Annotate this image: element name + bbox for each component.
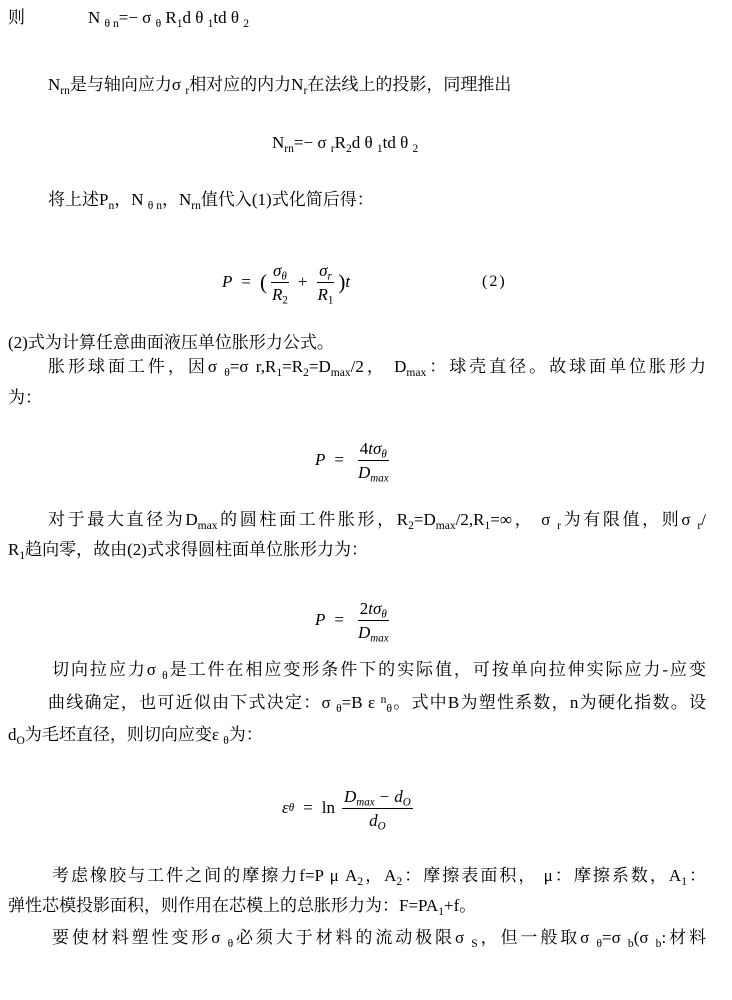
text-run: +f。 bbox=[444, 896, 477, 915]
paragraph-tangential-stress-line-3 bbox=[8, 724, 263, 746]
subscript-text: r bbox=[557, 519, 561, 533]
symbol-d-capital: D bbox=[343, 786, 357, 806]
paragraph-plastic-deformation bbox=[52, 927, 706, 949]
subscript-text: r bbox=[330, 142, 335, 156]
subscript-text: 1 bbox=[276, 366, 283, 380]
subscript-text: 1 bbox=[376, 142, 383, 156]
paragraph-spherical-workpiece-line-2 bbox=[8, 387, 42, 409]
text-run: =σ bbox=[601, 928, 628, 947]
symbol-d: D bbox=[357, 462, 371, 482]
subscript-text: θ bbox=[336, 702, 342, 716]
text-run: / bbox=[701, 510, 706, 529]
subscript-theta: θ bbox=[281, 269, 287, 282]
subscript-text: 1 bbox=[207, 17, 214, 31]
symbol-p: P bbox=[222, 272, 233, 291]
equation-cylindrical-force bbox=[315, 596, 394, 644]
text-run: R bbox=[161, 8, 177, 27]
subscript-text: θ n bbox=[104, 17, 119, 31]
subscript-text: rn bbox=[191, 199, 201, 213]
subscript-text: θ bbox=[386, 702, 392, 716]
text-run: 必须大于材料的流动极限σ bbox=[233, 928, 472, 947]
text-run: d θ bbox=[351, 133, 377, 152]
text-run: =∞， σ bbox=[490, 510, 558, 529]
text-run: N bbox=[88, 8, 105, 27]
paragraph-friction-line-1 bbox=[52, 865, 706, 887]
text-run: N bbox=[272, 133, 285, 152]
subscript-text: 1 bbox=[438, 905, 444, 919]
equation-n-theta-n bbox=[88, 7, 249, 29]
subscript-text: 1 bbox=[484, 519, 491, 533]
coefficient-2: 2 bbox=[359, 598, 369, 618]
text-run: 相对应的内力N bbox=[189, 75, 304, 94]
natural-log: ln bbox=[321, 798, 335, 817]
symbol-sigma: σ bbox=[319, 260, 328, 280]
subscript-text: b bbox=[655, 937, 662, 951]
subscript-text: 1 bbox=[176, 17, 183, 31]
equation-spherical-force bbox=[315, 436, 394, 484]
symbol-sigma: σ bbox=[273, 260, 282, 280]
subscript-text: r bbox=[697, 519, 702, 533]
paragraph-friction-line-2 bbox=[8, 895, 476, 917]
text-run: ，但一般取σ bbox=[477, 928, 597, 947]
subscript-o: O bbox=[402, 795, 411, 808]
text-run: R bbox=[8, 540, 20, 559]
symbol-p: P bbox=[315, 450, 326, 469]
text-run: ：摩擦表面积， μ：摩擦系数，A bbox=[402, 866, 682, 885]
paragraph-cylindrical-workpiece-line-1 bbox=[48, 509, 706, 531]
text-run: ，N bbox=[114, 190, 148, 209]
subscript-text: θ bbox=[162, 669, 168, 683]
paragraph-cylindrical-workpiece-line-2 bbox=[8, 539, 368, 561]
fraction-dmax-minus-do-over-do bbox=[342, 787, 413, 830]
equation-2-unit-bulging-force bbox=[222, 258, 350, 306]
fraction-numerator bbox=[342, 787, 413, 809]
text-run: /2， D bbox=[350, 357, 407, 376]
paragraph-tangential-stress-line-1 bbox=[52, 659, 706, 681]
subscript-text: max bbox=[406, 366, 427, 380]
text-ze-connector bbox=[8, 7, 25, 29]
text-run: =D bbox=[308, 357, 331, 376]
subscript-text: 1 bbox=[19, 549, 26, 563]
right-parenthesis: ) bbox=[338, 269, 346, 294]
symbol-r: R bbox=[271, 284, 283, 304]
subscript-text: θ bbox=[227, 937, 234, 951]
subscript-text: max bbox=[330, 366, 351, 380]
paragraph-equation-2-description bbox=[8, 332, 334, 354]
subscript-text: r bbox=[185, 84, 190, 98]
text-run: 将上述P bbox=[48, 190, 109, 209]
text-run: 则 bbox=[8, 8, 25, 27]
text-run: 在法线上的投影，同理推出 bbox=[307, 75, 512, 94]
text-run: 为有限值，则σ bbox=[561, 510, 698, 529]
fraction-sigma-theta-over-r2 bbox=[270, 261, 290, 304]
subscript-text: 2 bbox=[412, 142, 419, 156]
symbol-d: d bbox=[369, 810, 378, 830]
text-run: 是与轴向应力σ bbox=[69, 75, 186, 94]
subscript-text: 2 bbox=[357, 875, 364, 889]
subscript-text: max bbox=[435, 519, 456, 533]
subscript-text: θ bbox=[223, 734, 229, 748]
superscript-text: n bbox=[380, 692, 387, 706]
text-run: td θ bbox=[382, 133, 413, 152]
text-run: =B ε bbox=[341, 693, 381, 712]
subscript-text: n bbox=[108, 199, 115, 213]
equals-sign: = bbox=[241, 272, 251, 291]
paragraph-tangential-stress-line-2 bbox=[48, 692, 706, 714]
subscript-2: 2 bbox=[282, 293, 288, 306]
subscript-theta: θ bbox=[381, 447, 387, 460]
symbol-d: D bbox=[357, 622, 371, 642]
text-run: 要使材料塑性变形σ bbox=[52, 928, 228, 947]
equals-sign: = bbox=[334, 450, 344, 469]
subscript-text: θ bbox=[596, 937, 602, 951]
text-run: 对于最大直径为D bbox=[48, 510, 198, 529]
text-run: R bbox=[334, 133, 346, 152]
text-run: td θ bbox=[213, 8, 244, 27]
text-run: 的圆柱面工件胀形，R bbox=[217, 510, 409, 529]
fraction-numerator bbox=[358, 439, 389, 461]
equation-tangential-strain: ε θ = ln $\frac{Dmax - dO}{dO}$ bbox=[282, 786, 411, 832]
symbol-t: t bbox=[345, 272, 351, 291]
text-run: :材料 bbox=[661, 928, 706, 947]
subscript-text: 2 bbox=[303, 366, 309, 380]
text-run: d θ bbox=[182, 8, 208, 27]
text-run: 是工件在相应变形条件下的实际值，可按单向拉伸实际应力-应变 bbox=[167, 660, 706, 679]
symbol-r: R bbox=[317, 284, 328, 304]
text-run: 为： bbox=[8, 388, 42, 407]
symbol-p: P bbox=[315, 610, 326, 629]
text-run: 曲线确定，也可近似由下式决定：σ bbox=[48, 693, 337, 712]
subscript-text: 1 bbox=[681, 875, 687, 889]
text-run: 。式中B为塑性系数，n为硬化指数。设 bbox=[391, 693, 706, 712]
text-run: =σ r,R bbox=[229, 357, 277, 376]
fraction-4t-sigma-over-dmax bbox=[356, 439, 391, 482]
text-run: 切向拉应力σ bbox=[52, 660, 163, 679]
equation-number-2: (2) bbox=[482, 273, 507, 290]
text-run: 弹性芯模投影面积，则作用在芯模上的总胀形力为：F=PA bbox=[8, 896, 439, 915]
text-run: 胀形球面工件，因σ bbox=[48, 357, 225, 376]
paragraph-substitute-values bbox=[48, 189, 374, 211]
subscript-max: max bbox=[370, 471, 389, 484]
symbol-d: d bbox=[394, 786, 403, 806]
text-run: =R bbox=[282, 357, 304, 376]
symbol-t-sigma: tσ bbox=[368, 598, 382, 618]
text-run: 值代入(1)式化简后得： bbox=[200, 190, 374, 209]
subscript-text: 2 bbox=[408, 519, 414, 533]
fraction-2t-sigma-over-dmax bbox=[356, 599, 391, 642]
fraction-sigma-r-over-r1 bbox=[316, 261, 336, 304]
symbol-t-sigma: tσ bbox=[368, 438, 382, 458]
fraction-denominator bbox=[356, 461, 391, 482]
equation-n-rn bbox=[272, 132, 418, 154]
plus-sign: + bbox=[297, 272, 308, 291]
subscript-r: r bbox=[327, 269, 332, 282]
subscript-text: rn bbox=[60, 84, 70, 98]
subscript-text: S bbox=[471, 937, 478, 951]
text-run: =− σ bbox=[293, 133, 331, 152]
subscript-text: b bbox=[627, 937, 634, 951]
subscript-max: max bbox=[370, 631, 389, 644]
fraction-numerator bbox=[358, 599, 389, 621]
subscript-o: O bbox=[377, 819, 386, 832]
subscript-text: 2 bbox=[396, 875, 403, 889]
text-run: 为： bbox=[228, 725, 263, 744]
left-parenthesis: ( bbox=[259, 269, 267, 294]
subscript-text: O bbox=[16, 734, 25, 748]
fraction-numerator bbox=[271, 261, 289, 283]
symbol-epsilon: ε bbox=[282, 798, 289, 817]
fraction-denominator bbox=[270, 283, 290, 304]
text-run: ： bbox=[687, 866, 707, 885]
fraction-denominator bbox=[367, 809, 387, 830]
paragraph-n-rn-projection bbox=[48, 74, 511, 96]
text-run: 为毛坯直径，则切向应变ε bbox=[24, 725, 224, 744]
text-run: ：球壳直径。故球面单位胀形力 bbox=[426, 357, 707, 376]
text-run: =− σ bbox=[118, 8, 156, 27]
minus-sign: − bbox=[379, 786, 390, 806]
subscript-text: θ bbox=[155, 17, 162, 31]
text-run: =D bbox=[413, 510, 436, 529]
subscript-text: r bbox=[303, 84, 308, 98]
subscript-text: 2 bbox=[243, 17, 250, 31]
text-run: N bbox=[48, 75, 61, 94]
subscript-text: 2 bbox=[345, 142, 352, 156]
text-run: ，N bbox=[161, 190, 192, 209]
text-run: 趋向零，故由(2)式求得圆柱面单位胀形力为： bbox=[25, 540, 368, 559]
subscript-max: max bbox=[356, 795, 375, 808]
subscript-1: 1 bbox=[327, 293, 334, 306]
subscript-text: θ bbox=[224, 366, 230, 380]
equals-sign: = bbox=[303, 798, 313, 817]
coefficient-4: 4 bbox=[359, 438, 369, 458]
subscript-text: θ n bbox=[147, 199, 162, 213]
paragraph-spherical-workpiece-line-1 bbox=[48, 356, 706, 378]
text-run: ，A bbox=[363, 866, 397, 885]
text-run: /2,R bbox=[455, 510, 485, 529]
fraction-denominator bbox=[356, 621, 391, 642]
subscript-text: max bbox=[197, 519, 218, 533]
equals-sign: = bbox=[334, 610, 344, 629]
fraction-numerator bbox=[317, 261, 334, 283]
text-run: 考虑橡胶与工件之间的摩擦力f=P μ A bbox=[52, 866, 358, 885]
fraction-denominator bbox=[316, 283, 336, 304]
subscript-theta: θ bbox=[381, 607, 387, 620]
text-run: d bbox=[8, 725, 17, 744]
text-run: (σ bbox=[633, 928, 656, 947]
subscript-text: rn bbox=[284, 142, 294, 156]
text-run: (2)式为计算任意曲面液压单位胀形力公式。 bbox=[8, 333, 334, 352]
